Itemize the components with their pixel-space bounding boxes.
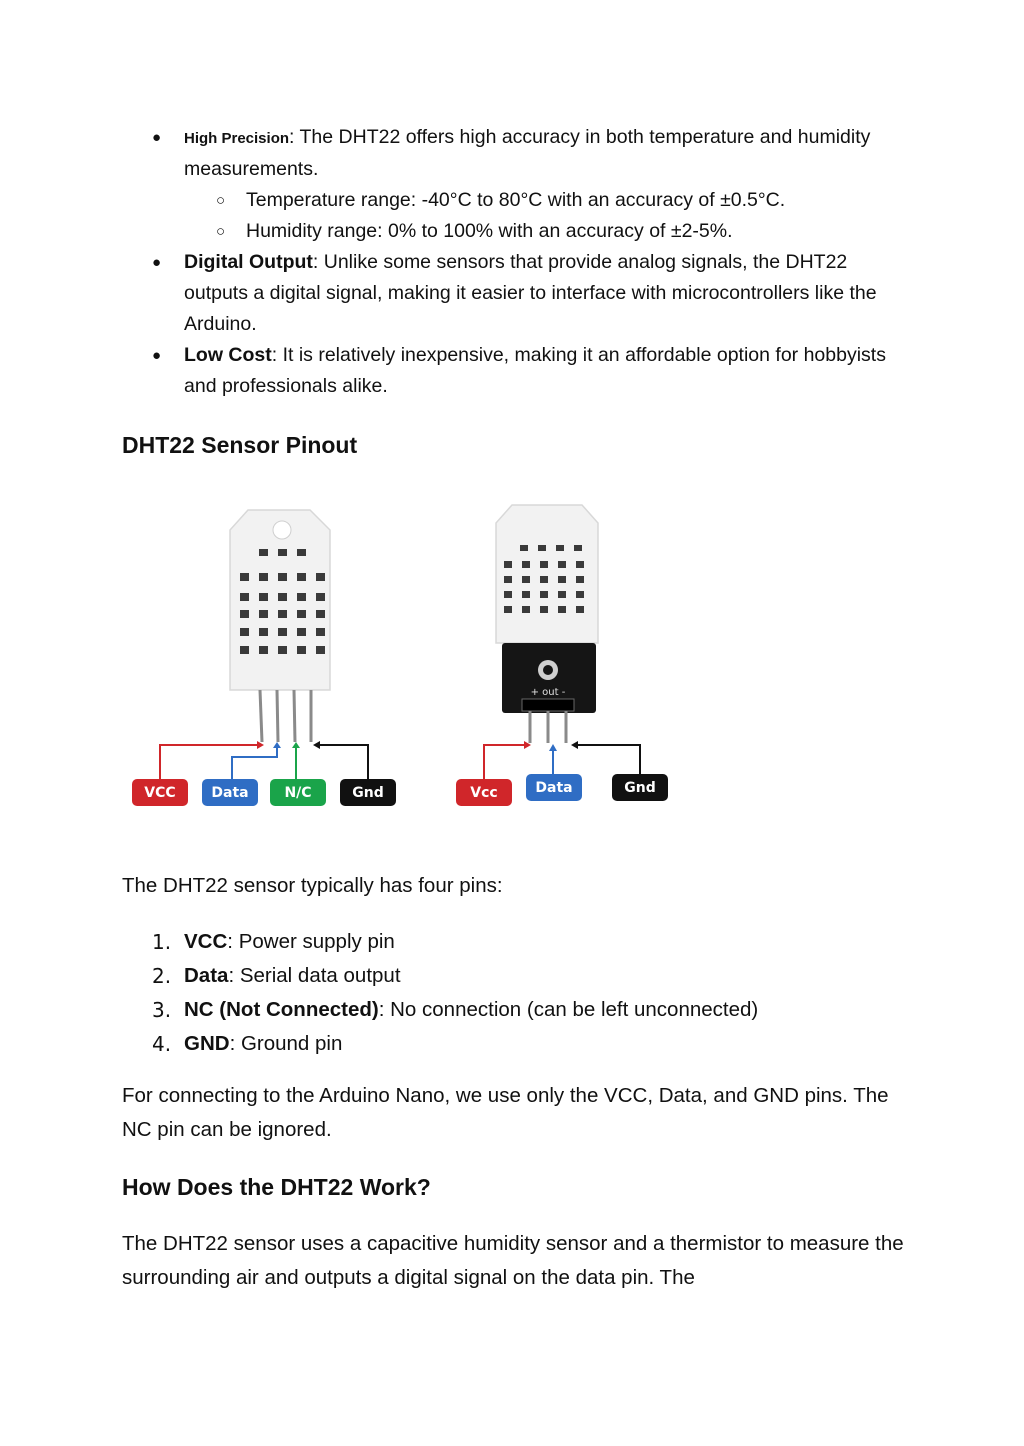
feature-sublist bbox=[184, 185, 912, 247]
list-number: 1. bbox=[152, 930, 172, 954]
pin-desc: : Serial data output bbox=[228, 964, 401, 987]
module-silkscreen-text: + out - bbox=[530, 687, 566, 698]
pin-term: GND bbox=[184, 1032, 230, 1055]
right-pin-label-gnd bbox=[612, 774, 668, 801]
feature-text: : The DHT22 offers high accuracy in both temperature and humidity measurements. bbox=[184, 126, 871, 180]
dht22-module-illustration bbox=[484, 505, 640, 780]
work-paragraph: The DHT22 sensor uses a capacitive humidity sensor and a thermistor to measure the surrounding air and outputs a digital signal on the data pin. The bbox=[122, 1232, 904, 1289]
feature-list bbox=[122, 122, 912, 402]
left-pin-label-gnd bbox=[340, 779, 396, 806]
pin-item-gnd bbox=[122, 1027, 758, 1061]
pin-item-nc bbox=[122, 993, 758, 1027]
sub-item bbox=[184, 185, 912, 216]
list-number: 2. bbox=[152, 964, 172, 988]
sub-item-text: Temperature range: -40°C to 80°C with an accuracy of ±0.5°C. bbox=[246, 189, 786, 211]
label-text: Data bbox=[211, 785, 249, 801]
sub-item-text: Humidity range: 0% to 100% with an accuracy of ±2-5%. bbox=[246, 220, 733, 242]
pin-item-data bbox=[122, 959, 758, 993]
sub-item bbox=[184, 216, 912, 247]
right-pin-label-vcc bbox=[456, 779, 512, 806]
dht22-sensor-illustration bbox=[160, 510, 368, 780]
label-text: N/C bbox=[284, 785, 312, 801]
feature-item-high-precision bbox=[122, 122, 912, 247]
pin-term: VCC bbox=[184, 930, 228, 953]
circle-bullet-icon: ○ bbox=[216, 223, 226, 240]
feature-text: : It is relatively inexpensive, making it an affordable option for hobbyists and professionals alike. bbox=[184, 344, 886, 397]
pins-intro: The DHT22 sensor typically has four pins: bbox=[122, 874, 503, 897]
pin-desc: : No connection (can be left unconnected) bbox=[378, 998, 759, 1021]
list-number: 4. bbox=[152, 1032, 172, 1056]
pin-desc: : Ground pin bbox=[229, 1032, 343, 1055]
pin-desc: : Power supply pin bbox=[227, 930, 395, 953]
label-text: Vcc bbox=[470, 785, 498, 801]
bullet-icon: ● bbox=[152, 129, 162, 146]
feature-text: : Unlike some sensors that provide analog signals, the DHT22 outputs a digital signal, making it easier to interface with microcontrollers like the Arduino. bbox=[184, 251, 877, 335]
left-pin-label-vcc bbox=[132, 779, 188, 806]
feature-term: Low Cost bbox=[184, 344, 272, 366]
pinout-heading: DHT22 Sensor Pinout bbox=[122, 432, 358, 458]
feature-term: High Precision bbox=[184, 130, 290, 147]
bullet-icon: ● bbox=[152, 347, 162, 364]
right-pin-label-data bbox=[526, 774, 582, 801]
nano-paragraph: For connecting to the Arduino Nano, we use only the VCC, Data, and GND pins. The NC pin can be ignored. bbox=[122, 1084, 889, 1141]
pin-term: Data bbox=[184, 964, 229, 987]
pinout-image bbox=[120, 495, 700, 825]
label-text: Data bbox=[535, 780, 573, 796]
pin-list bbox=[122, 925, 758, 1061]
feature-item-low-cost bbox=[122, 340, 912, 402]
pin-item-vcc bbox=[122, 925, 758, 959]
pin-term: NC (Not Connected) bbox=[184, 998, 379, 1021]
label-text: Gnd bbox=[352, 785, 384, 801]
left-pin-label-data bbox=[202, 779, 258, 806]
label-text: Gnd bbox=[624, 780, 656, 796]
feature-term: Digital Output bbox=[184, 251, 313, 273]
work-heading: How Does the DHT22 Work? bbox=[122, 1174, 431, 1200]
circle-bullet-icon: ○ bbox=[216, 192, 226, 209]
feature-item-digital-output bbox=[122, 247, 912, 340]
left-pin-label-nc bbox=[270, 779, 326, 806]
list-number: 3. bbox=[152, 998, 172, 1022]
label-text: VCC bbox=[144, 785, 176, 801]
bullet-icon: ● bbox=[152, 254, 162, 271]
